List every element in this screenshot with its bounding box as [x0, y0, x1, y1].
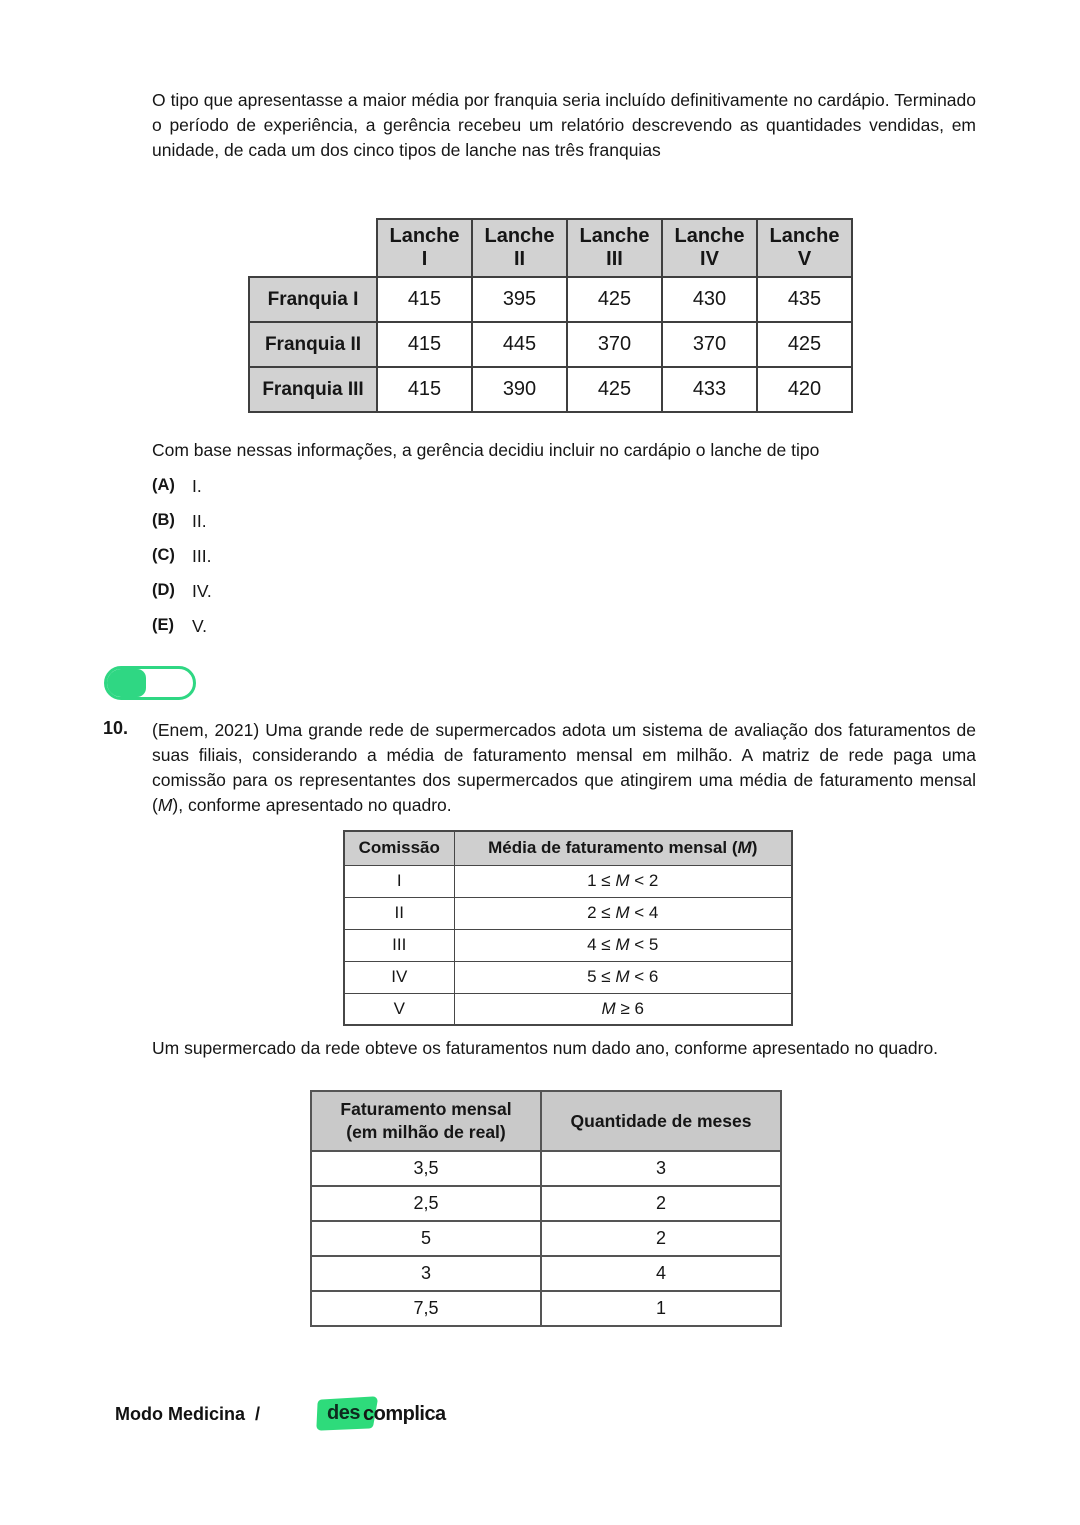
table-cell: 425	[567, 277, 662, 322]
table-cell: 430	[662, 277, 757, 322]
option-letter: (B)	[152, 511, 175, 529]
commission-range: 5 ≤ M < 6	[454, 961, 792, 993]
table-row	[311, 1151, 781, 1186]
revenue-value: 2,5	[311, 1186, 541, 1221]
option-letter: (E)	[152, 616, 174, 634]
table-cell: 433	[662, 367, 757, 412]
logo-text-des: des	[327, 1401, 360, 1424]
option-text: V.	[192, 616, 207, 636]
column-header-lanche-3: Lanche III	[567, 219, 662, 277]
descomplica-logo	[315, 1396, 446, 1432]
commission-level: III	[344, 929, 454, 961]
revenue-value: 5	[311, 1221, 541, 1256]
table-cell: 415	[377, 367, 472, 412]
column-header-faturamento: Faturamento mensal (em milhão de real)	[311, 1091, 541, 1151]
table-header-row	[344, 831, 792, 865]
months-value: 2	[541, 1186, 781, 1221]
column-header-media: Média de faturamento mensal (M)	[454, 831, 792, 865]
table-row	[311, 1221, 781, 1256]
table-row	[311, 1256, 781, 1291]
table-cell: 425	[757, 322, 852, 367]
column-header-lanche-5: Lanche V	[757, 219, 852, 277]
question10-text	[152, 718, 976, 818]
commission-level: I	[344, 865, 454, 897]
commission-range: 1 ≤ M < 2	[454, 865, 792, 897]
table-cell: 415	[377, 277, 472, 322]
table-row-franquia-1	[249, 277, 852, 322]
commission-table	[343, 830, 793, 1026]
commission-range: M ≥ 6	[454, 993, 792, 1025]
revenue-value: 7,5	[311, 1291, 541, 1326]
option-text: II.	[192, 511, 207, 531]
option-e	[152, 616, 212, 651]
footer-separator: /	[255, 1403, 261, 1424]
commission-level: II	[344, 897, 454, 929]
variable-m: M	[157, 795, 173, 815]
table-row	[344, 865, 792, 897]
table-row-franquia-2	[249, 322, 852, 367]
option-text: I.	[192, 476, 202, 496]
option-a	[152, 476, 212, 511]
question10-number: 10.	[103, 718, 129, 738]
table-cell: 435	[757, 277, 852, 322]
toggle-knob	[107, 669, 146, 697]
table-cell: 415	[377, 322, 472, 367]
column-header-meses: Quantidade de meses	[541, 1091, 781, 1151]
column-header-lanche-2: Lanche II	[472, 219, 567, 277]
answer-reveal-toggle[interactable]	[104, 666, 196, 700]
table-row	[344, 929, 792, 961]
logo-text-complica: complica	[362, 1402, 446, 1425]
brand-text: Modo Medicina	[115, 1403, 245, 1424]
option-text: IV.	[192, 581, 212, 601]
option-letter: (A)	[152, 476, 175, 494]
table-cell: 370	[662, 322, 757, 367]
table-cell: 445	[472, 322, 567, 367]
table-cell: 425	[567, 367, 662, 412]
question9-intro: O tipo que apresentasse a maior média por franquia seria incluído definitivamente no cardápio. Terminado o período de experiência, a gerência recebeu um relatório descrevendo as quantidades vendidas, em unidade, de cada um dos cinco tipos de lanche nas três franquias	[152, 90, 976, 160]
column-header-lanche-4: Lanche IV	[662, 219, 757, 277]
table-corner-cell	[249, 219, 377, 277]
table-row-franquia-3	[249, 367, 852, 412]
option-d	[152, 581, 212, 616]
revenue-table	[310, 1090, 782, 1327]
table-row	[344, 897, 792, 929]
commission-range: 4 ≤ M < 5	[454, 929, 792, 961]
row-header: Franquia III	[249, 367, 377, 412]
column-header-lanche-1: Lanche I	[377, 219, 472, 277]
table-header-row	[249, 219, 852, 277]
months-value: 1	[541, 1291, 781, 1326]
revenue-value: 3,5	[311, 1151, 541, 1186]
commission-range: 2 ≤ M < 4	[454, 897, 792, 929]
option-c	[152, 546, 212, 581]
table-cell: 390	[472, 367, 567, 412]
table-row	[344, 993, 792, 1025]
question10-middle-text: Um supermercado da rede obteve os faturamentos num dado ano, conforme apresentado no quadro.	[152, 1038, 939, 1058]
table-row	[311, 1186, 781, 1221]
table-cell: 370	[567, 322, 662, 367]
table-row	[344, 961, 792, 993]
table-row	[311, 1291, 781, 1326]
answer-options	[152, 476, 212, 651]
question9-stem: Com base nessas informações, a gerência decidiu incluir no cardápio o lanche de tipo	[152, 440, 820, 460]
months-value: 2	[541, 1221, 781, 1256]
commission-level: IV	[344, 961, 454, 993]
lanche-sales-table	[248, 218, 853, 413]
months-value: 3	[541, 1151, 781, 1186]
page-footer	[115, 1396, 446, 1432]
option-letter: (C)	[152, 546, 175, 564]
question10-text-part: ), conforme apresentado no quadro.	[172, 795, 452, 815]
table-cell: 395	[472, 277, 567, 322]
row-header: Franquia II	[249, 322, 377, 367]
commission-level: V	[344, 993, 454, 1025]
option-b	[152, 511, 212, 546]
table-cell: 420	[757, 367, 852, 412]
option-letter: (D)	[152, 581, 175, 599]
revenue-value: 3	[311, 1256, 541, 1291]
row-header: Franquia I	[249, 277, 377, 322]
option-text: III.	[192, 546, 212, 566]
months-value: 4	[541, 1256, 781, 1291]
column-header-comissao: Comissão	[344, 831, 454, 865]
table-header-row	[311, 1091, 781, 1151]
question10-text-part: (Enem, 2021) Uma grande rede de supermercados adota um sistema de avaliação dos faturamentos de suas filiais, considerando a média de faturamento mensal em milhão. A matriz de rede paga uma comissão para os representantes dos supermercados que atingirem uma média de faturamento mensal (	[152, 720, 976, 815]
